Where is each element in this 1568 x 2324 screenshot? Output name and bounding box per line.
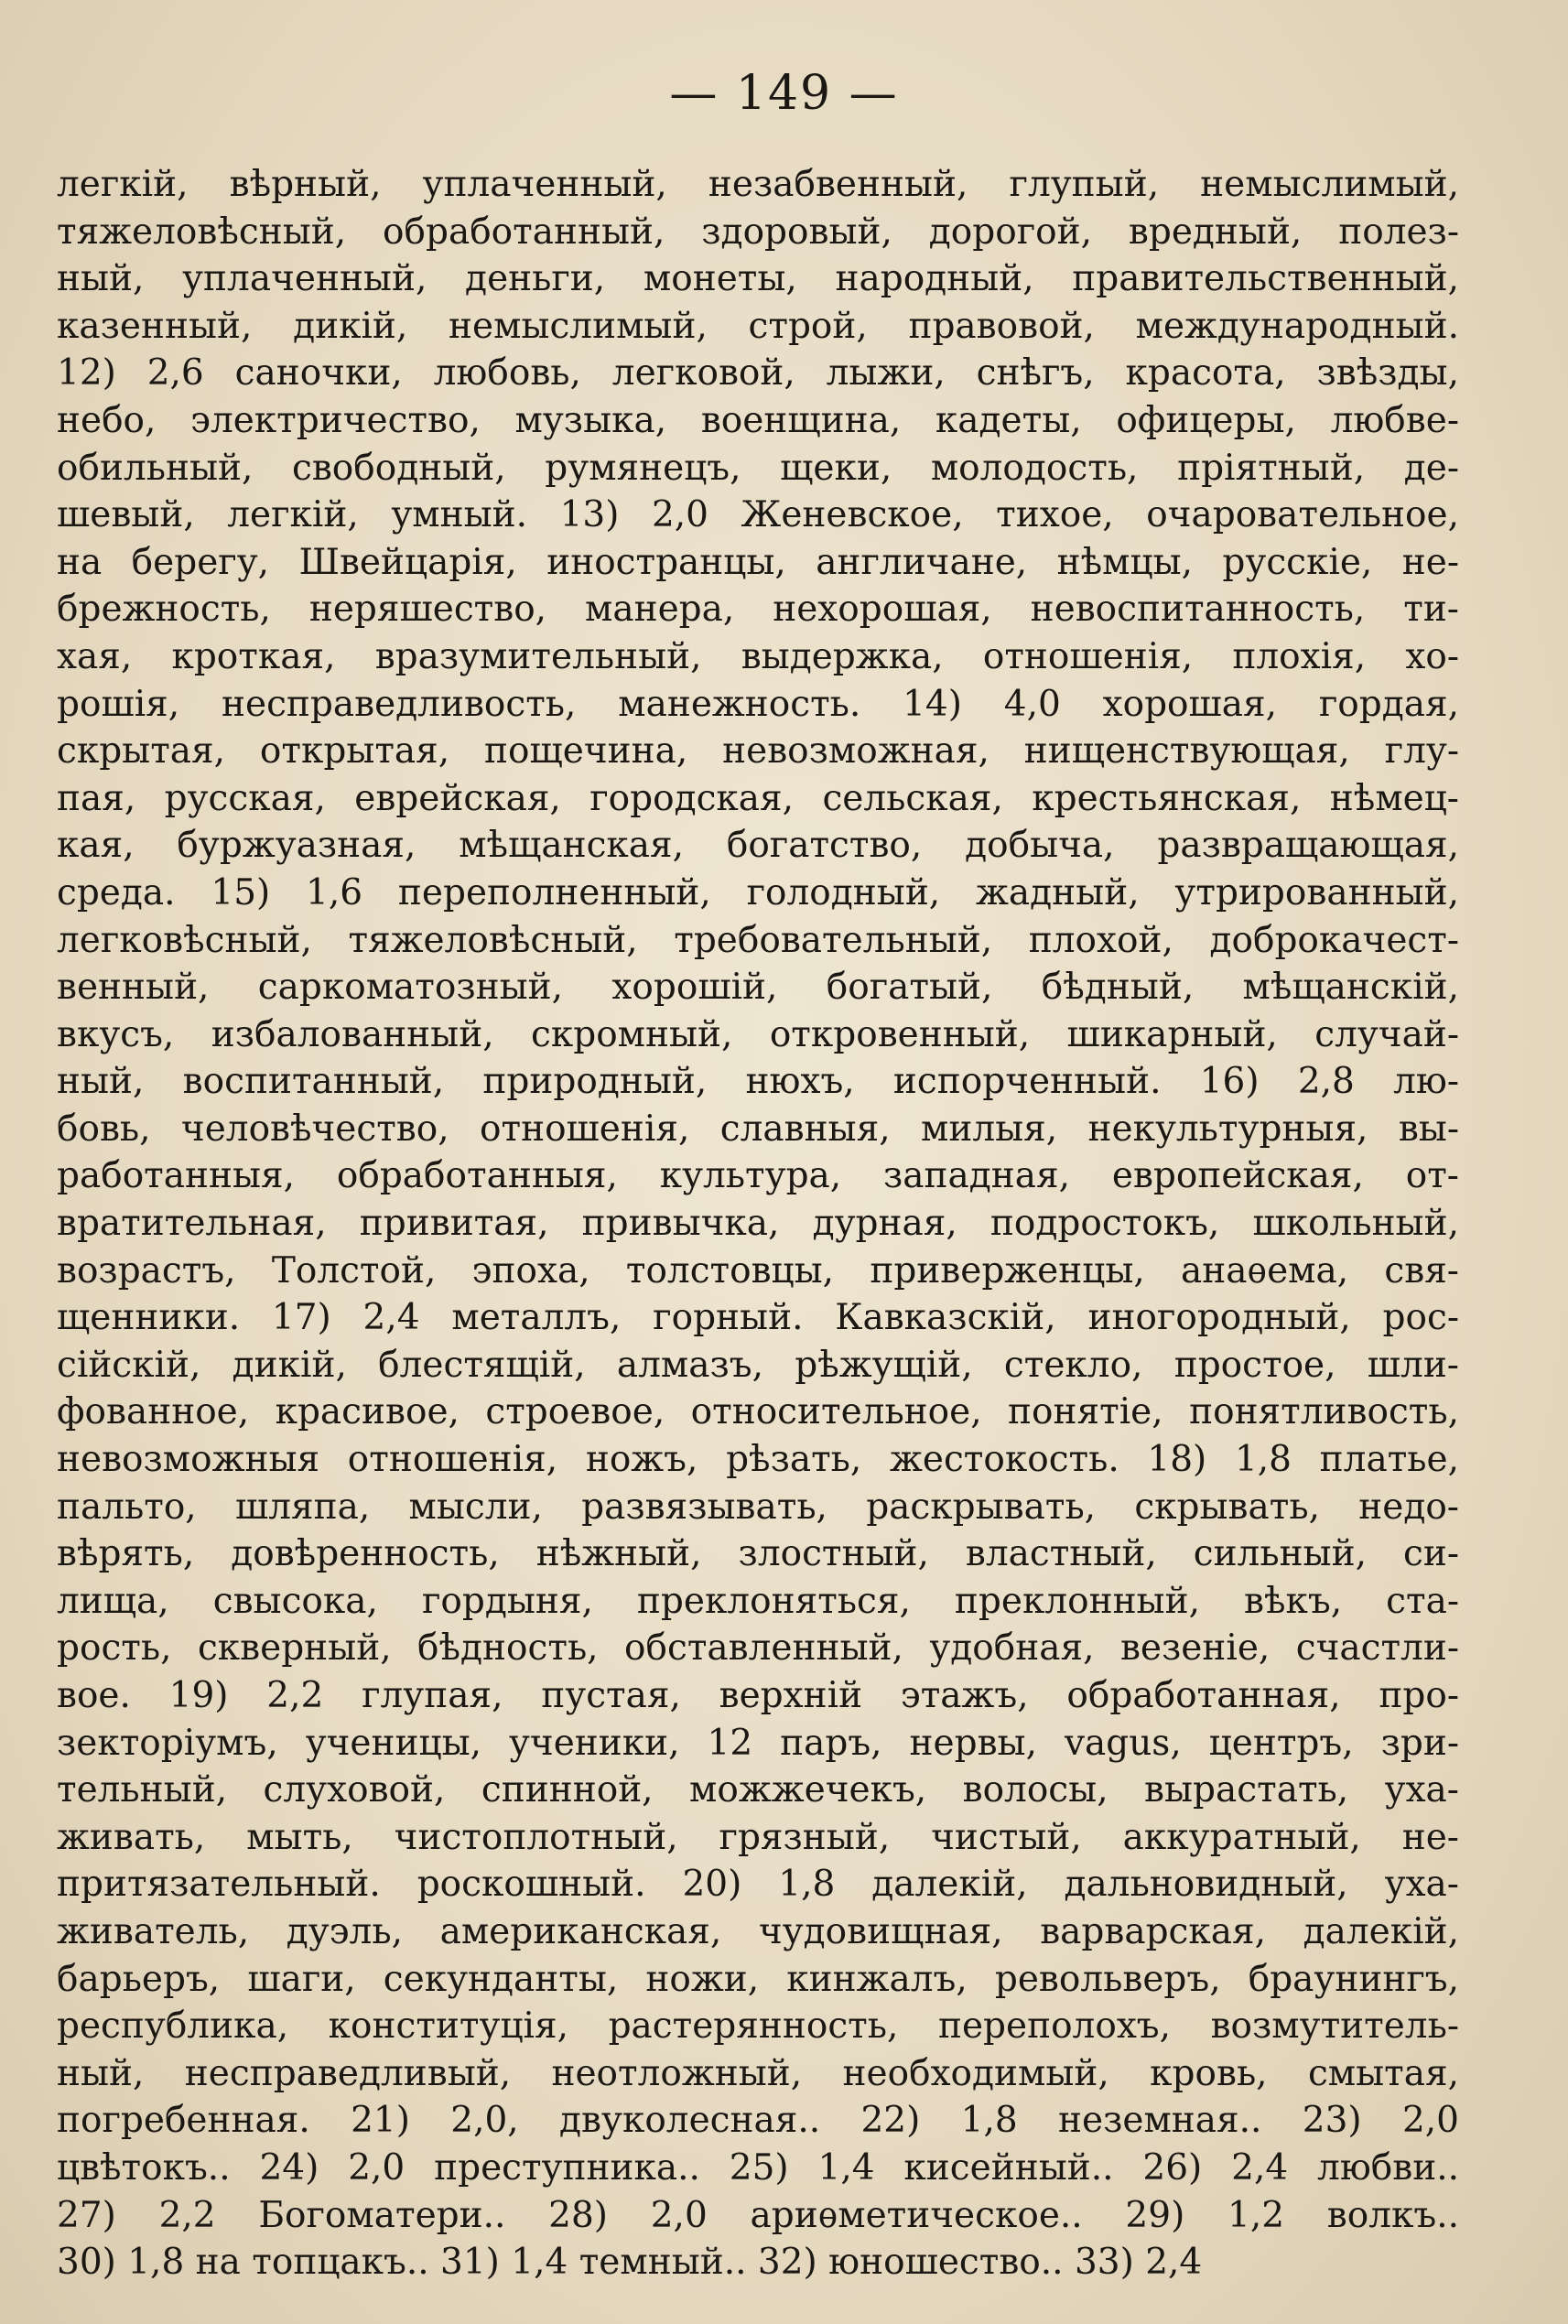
text-line: казенный, дикій, немыслимый, строй, правовой, международный.: [57, 305, 1459, 347]
text-line: вкусъ, избалованный, скромный, откровенный, шикарный, случай-: [57, 1013, 1459, 1055]
text-line: среда. 15) 1,6 переполненный, голодный, жадный, утрированный,: [57, 871, 1459, 913]
text-line: вѣрять, довѣренность, нѣжный, злостный, властный, сильный, си-: [57, 1533, 1459, 1575]
text-line: рость, скверный, бѣдность, обставленный, удобная, везеніе, счастли-: [57, 1627, 1459, 1670]
text-line: обильный, свободный, румянецъ, щеки, молодость, пріятный, де-: [57, 447, 1459, 489]
text-line: живать, мыть, чистоплотный, грязный, чистый, аккуратный, не-: [57, 1816, 1459, 1858]
text-line: ный, несправедливый, неотложный, необходимый, кровь, смытая,: [57, 2052, 1459, 2094]
text-line: 30) 1,8 на топцакъ.. 31) 1,4 темный.. 32) юношество.. 33) 2,4: [57, 2242, 1203, 2284]
text-line: зекторіумъ, ученицы, ученики, 12 паръ, нервы, vagus, центръ, зри-: [57, 1722, 1459, 1764]
text-line: пальто, шляпа, мысли, развязывать, раскрывать, скрывать, недо-: [57, 1486, 1459, 1528]
text-line: ный, уплаченный, деньги, монеты, народный, правительственный,: [57, 258, 1459, 300]
text-line: хая, кроткая, вразумительный, выдержка, отношенія, плохія, хо-: [57, 635, 1459, 677]
text-line: цвѣтокъ.. 24) 2,0 преступника.. 25) 1,4 кисейный.. 26) 2,4 любви..: [57, 2146, 1459, 2189]
text-line: легкій, вѣрный, уплаченный, незабвенный, глупый, немыслимый,: [57, 164, 1459, 205]
text-line: работанныя, обработанныя, культура, западная, европейская, от-: [57, 1155, 1459, 1197]
text-line: тельный, слуховой, спинной, можжечекъ, волосы, вырастать, уха-: [57, 1769, 1459, 1811]
text-line: шевый, легкій, умный. 13) 2,0 Женевское, тихое, очаровательное,: [57, 494, 1459, 536]
text-line: венный, саркоматозный, хорошій, богатый, бѣдный, мѣщанскій,: [57, 967, 1459, 1009]
text-line: ный, воспитанный, природный, нюхъ, испорченный. 16) 2,8 лю-: [57, 1061, 1459, 1103]
text-line: 27) 2,2 Богоматери.. 28) 2,0 ариѳметическое.. 29) 1,2 волкъ..: [57, 2194, 1459, 2236]
text-line: бовь, человѣчество, отношенія, славныя, милыя, некультурныя, вы-: [57, 1108, 1459, 1150]
page-number: — 149 —: [669, 66, 899, 121]
text-line: погребенная. 21) 2,0, двуколесная.. 22) 1,8 неземная.. 23) 2,0: [57, 2100, 1459, 2142]
text-line: щенники. 17) 2,4 металлъ, горный. Кавказскій, иногородный, рос-: [57, 1297, 1459, 1339]
text-line: брежность, неряшество, манера, нехорошая, невоспитанность, ти-: [57, 589, 1459, 631]
text-line: фованное, красивое, строевое, относительное, понятіе, понятливость,: [57, 1391, 1459, 1433]
text-line: пая, русская, еврейская, городская, сельская, крестьянская, нѣмец-: [57, 777, 1459, 819]
text-line: вратительная, привитая, привычка, дурная, подростокъ, школьный,: [57, 1203, 1459, 1245]
text-line: притязательный. роскошный. 20) 1,8 далекій, дальновидный, уха-: [57, 1864, 1459, 1906]
text-line: невозможныя отношенія, ножъ, рѣзать, жестокость. 18) 1,8 платье,: [57, 1439, 1459, 1481]
text-line: республика, конституція, растерянность, переполохъ, возмутитель-: [57, 2005, 1459, 2048]
text-line: кая, буржуазная, мѣщанская, богатство, добыча, развращающая,: [57, 825, 1459, 867]
text-line: скрытая, открытая, пощечина, невозможная, нищенствующая, глу-: [57, 730, 1459, 773]
text-line: тяжеловѣсный, обработанный, здоровый, дорогой, вредный, полез-: [57, 211, 1459, 253]
text-line: 12) 2,6 саночки, любовь, легковой, лыжи, снѣгъ, красота, звѣзды,: [57, 352, 1459, 395]
text-line: лища, свысока, гордыня, преклоняться, преклонный, вѣкъ, ста-: [57, 1580, 1459, 1622]
text-line: барьеръ, шаги, секунданты, ножи, кинжалъ, револьверъ, браунингъ,: [57, 1958, 1459, 2000]
text-line: на берегу, Швейцарія, иностранцы, англичане, нѣмцы, русскіе, не-: [57, 541, 1459, 583]
text-line: рошія, несправедливость, манежность. 14) 4,0 хорошая, гордая,: [57, 683, 1459, 725]
text-line: небо, электричество, музыка, военщина, кадеты, офицеры, любве-: [57, 399, 1459, 441]
body-text: [57, 161, 1459, 2286]
text-line: вое. 19) 2,2 глупая, пустая, верхній этажъ, обработанная, про-: [57, 1675, 1459, 1716]
text-line: легковѣсный, тяжеловѣсный, требовательный, плохой, доброкачест-: [57, 919, 1459, 961]
text-line: сійскій, дикій, блестящій, алмазъ, рѣжущій, стекло, простое, шли-: [57, 1344, 1459, 1386]
text-line: возрастъ, Толстой, эпоха, толстовцы, приверженцы, анаѳема, свя-: [57, 1249, 1459, 1292]
text-line: живатель, дуэль, американская, чудовищная, варварская, далекій,: [57, 1910, 1459, 1952]
